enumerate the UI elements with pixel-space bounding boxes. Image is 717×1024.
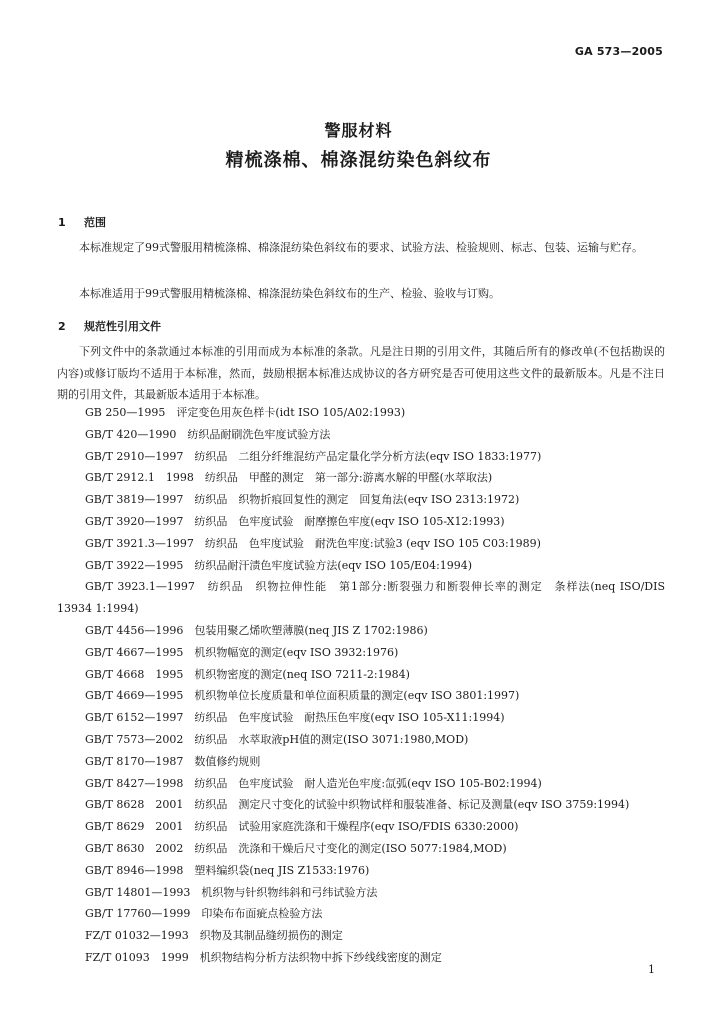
section-heading-scope	[58, 214, 106, 230]
section-title: 范围	[84, 216, 106, 229]
section-title: 规范性引用文件	[84, 320, 161, 333]
section-heading-references	[58, 318, 161, 334]
reference-item: GB/T 14801—1993 机织物与针织物纬斜和弓纬试验方法	[85, 885, 378, 899]
reference-item: GB/T 3920—1997 纺织品 色牢度试验 耐摩擦色牢度(eqv ISO 105-X12:1993)	[85, 514, 505, 528]
reference-item: GB/T 4667—1995 机织物幅宽的测定(eqv ISO 3932:1976)	[85, 645, 399, 659]
doc-title-line1: 警服材料	[324, 121, 393, 140]
reference-item: GB/T 4669—1995 机织物单位长度质量和单位面积质量的测定(eqv ISO 3801:1997)	[85, 689, 520, 703]
reference-item: GB/T 6152—1997 纺织品 色牢度试验 耐热压色牢度(eqv ISO 105-X11:1994)	[85, 711, 505, 725]
reference-item: GB/T 3922—1995 纺织品耐汗渍色牢度试验方法(eqv ISO 105/E04:1994)	[85, 558, 473, 572]
scope-paragraph-1: 本标准规定了99式警服用精梳涤棉、棉涤混纺染色斜纹布的要求、试验方法、检验规则、标志、包装、运输与贮存。	[79, 241, 643, 254]
reference-item: GB 250—1995 评定变色用灰色样卡(idt ISO 105/A02:1993)	[85, 406, 406, 419]
reference-item: GB/T 3923.1—1997 纺织品 织物拉伸性能 第1部分:断裂强力和断裂伸长率的测定 条样法(neq ISO/DIS 13934 1:1994)	[57, 580, 665, 616]
reference-item: GB/T 420—1990 纺织品耐刷洗色牢度试验方法	[85, 427, 331, 441]
reference-item: GB/T 2912.1 1998 纺织品 甲醛的测定 第一部分:游离水解的甲醛(水萃取法)	[85, 471, 493, 485]
reference-item: GB/T 3819—1997 纺织品 织物折痕回复性的测定 回复角法(eqv ISO 2313:1972)	[85, 493, 520, 507]
reference-item: GB/T 8629 2001 纺织品 试验用家庭洗涤和干燥程序(eqv ISO/FDIS 6330:2000)	[85, 820, 519, 834]
reference-item: GB/T 8946—1998 塑料编织袋(neq JIS Z1533:1976)	[85, 863, 370, 877]
scope-paragraph-2: 本标准适用于99式警服用精梳涤棉、棉涤混纺染色斜纹布的生产、检验、验收与订购。	[79, 287, 500, 300]
reference-item: GB/T 4456—1996 包装用聚乙烯吹塑薄膜(neq JIS Z 1702:1986)	[85, 623, 428, 637]
reference-item: FZ/T 01032—1993 织物及其制品缝纫损伤的测定	[85, 929, 343, 943]
reference-item: GB/T 2910—1997 纺织品 二组分纤维混纺产品定量化学分析方法(eqv ISO 1833:1977)	[85, 449, 542, 463]
reference-item: FZ/T 01093 1999 机织物结构分析方法织物中拆下纱线线密度的测定	[85, 950, 442, 964]
doc-title-line2: 精梳涤棉、棉涤混纺染色斜纹布	[225, 150, 492, 171]
section-number: 2	[58, 320, 66, 333]
section-number: 1	[58, 216, 66, 229]
reference-item: GB/T 7573—2002 纺织品 水萃取液pH值的测定(ISO 3071:1980,MOD)	[85, 732, 469, 746]
reference-item: GB/T 8628 2001 纺织品 测定尺寸变化的试验中织物试样和服装准备、标记及测量(eqv ISO 3759:1994)	[85, 798, 630, 812]
standard-code: GA 573—2005	[574, 45, 663, 58]
reference-list	[57, 402, 665, 969]
reference-item: GB/T 4668 1995 机织物密度的测定(neq ISO 7211-2:1984)	[85, 667, 410, 681]
reference-item: GB/T 8427—1998 纺织品 色牢度试验 耐人造光色牢度:氙弧(eqv ISO 105-B02:1994)	[85, 776, 542, 790]
page-number: 1	[648, 963, 655, 976]
reference-item: GB/T 8170—1987 数值修约规则	[85, 754, 261, 768]
reference-item: GB/T 8630 2002 纺织品 洗涤和干燥后尺寸变化的测定(ISO 5077:1984,MOD)	[85, 841, 507, 855]
references-intro: 下列文件中的条款通过本标准的引用而成为本标准的条款。凡是注日期的引用文件，其随后所有的修改单(不包括勘误的内容)或修订版均不适用于本标准，然而，鼓励根据本标准达成协议的各方研究是否可使用这些文件的最新版本。凡是不注日期的引用文件，其最新版本适用于本标准。	[57, 345, 665, 401]
reference-item: GB/T 17760—1999 印染布布面疵点检验方法	[85, 907, 323, 921]
reference-item: GB/T 3921.3—1997 纺织品 色牢度试验 耐洗色牢度:试验3 (eqv ISO 105 C03:1989)	[85, 536, 541, 550]
